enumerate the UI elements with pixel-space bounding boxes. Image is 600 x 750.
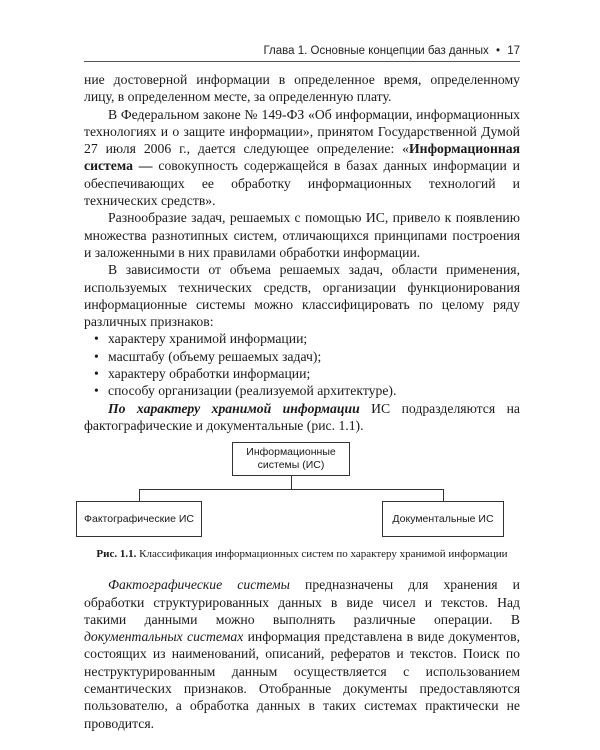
running-header (84, 42, 520, 60)
paragraph-text: ИС подразделяются на фактографические и документальные (рис. 1.1). (84, 400, 520, 433)
emphasized-term: По характеру хранимой информации (108, 400, 360, 416)
paragraph-text: информация представлена в виде документов, состоящих из наименований, описаний, рефератов и текстов. Поиск по неструктурированным данным осуществляется с использованием семантических признаков. Отобранные документы предоставляются пользователю, а обработка данных в таких системах практически не проводится. (84, 629, 520, 731)
page-body (84, 71, 520, 732)
paragraph-storage-type (84, 400, 520, 435)
list-item: • масштабу (объему решаемых задач); (84, 348, 520, 365)
figure-caption (84, 548, 520, 561)
diagram-root-box (232, 442, 350, 476)
figure-label: Рис. 1.1. (96, 548, 137, 561)
list-item: • способу организации (реализуемой архитектуре). (84, 382, 520, 399)
diagram-right-label: Документальные ИС (392, 512, 494, 525)
criteria-list (84, 330, 520, 399)
page-number: 17 (507, 45, 520, 57)
defined-term: Информационная система — (84, 141, 520, 174)
paragraph-system-types (84, 576, 520, 732)
header-rule (84, 61, 520, 62)
paragraph-text: Разнообразие задач, решаемых с помощью ИС, привело к появлению множества разнотипных систем, отличающихся принципами построения и заложенными в них правилами обработки информации. (84, 210, 520, 260)
paragraph-text: предназначены для хранения и обработки структурированных данных в виде чисел и текстов. Над такими данными можно выполнять различные операции. В (84, 577, 520, 627)
list-item: • характеру хранимой информации; (84, 330, 520, 347)
paragraph-classification (84, 261, 520, 330)
paragraph-text: В зависимости от объема решаемых задач, области применения, используемых технических средств, организации функционирования информационные системы можно классифицировать по целому ряду различных признаков: (84, 262, 520, 330)
header-separator: • (495, 45, 500, 57)
emphasized-term: Фактографические системы (108, 577, 290, 593)
diagram-left-box (76, 501, 202, 537)
diagram-connector (291, 476, 292, 489)
paragraph-text: совокупность содержащейся в базах данных информации и обеспечивающих ее обработку информационных технологий и технических средств». (84, 158, 520, 209)
paragraph-text: ние достоверной информации в определенное время, определенному лицу, в определенном месте, за определенную плату. (84, 72, 520, 105)
diagram-connector (443, 489, 444, 501)
paragraph-text: В Федеральном законе № 149-ФЗ «Об информации, информационных технологиях и о защите информации», принятом Государственной Думой 27 июля 2006 г., дается следующее определение: « (84, 106, 520, 157)
paragraph-variety (84, 209, 520, 261)
diagram-connector (139, 489, 443, 490)
running-title: Глава 1. Основные концепции баз данных (263, 45, 489, 57)
diagram-connector (139, 489, 140, 501)
diagram-left-label: Фактографические ИС (84, 512, 194, 525)
classification-diagram (84, 442, 520, 542)
paragraph-continuation (84, 71, 520, 106)
emphasized-term: документальных системах (84, 629, 244, 645)
diagram-right-box (382, 501, 504, 537)
figure-caption-text: Классификация информационных систем по характеру хранимой информации (136, 548, 508, 561)
diagram-root-label: Информационные системы (ИС) (246, 446, 336, 472)
paragraph-law-definition (84, 106, 520, 210)
list-item: • характеру обработки информации; (84, 365, 520, 382)
